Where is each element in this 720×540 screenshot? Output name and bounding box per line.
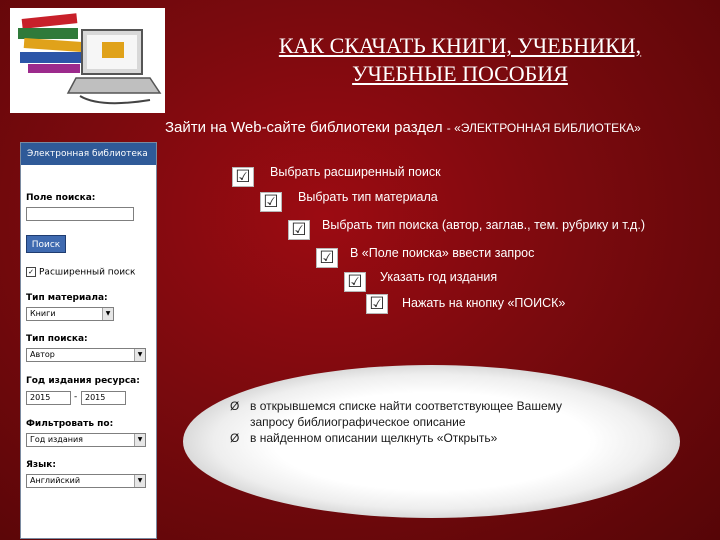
year-label: Год издания ресурса: bbox=[26, 376, 140, 386]
checkbox-checked-icon: ☑ bbox=[344, 272, 366, 292]
language-select[interactable] bbox=[26, 474, 146, 488]
arrow-bullet-icon: Ø bbox=[230, 431, 240, 445]
dropdown-arrow-icon[interactable]: ▼ bbox=[134, 475, 145, 487]
material-type-value: Книги bbox=[30, 309, 56, 318]
note-2 bbox=[230, 430, 497, 446]
note-1-line-1 bbox=[230, 398, 562, 414]
material-type-label: Тип материала: bbox=[26, 293, 108, 303]
search-type-select[interactable] bbox=[26, 348, 146, 362]
note-1-line-2: запросу библиографическое описание bbox=[250, 415, 466, 429]
step-6-text: Нажать на кнопку «ПОИСК» bbox=[402, 296, 566, 310]
dropdown-arrow-icon[interactable]: ▼ bbox=[134, 349, 145, 361]
note-1-text: в открывшемся списке найти соответствующее Вашему bbox=[250, 399, 563, 413]
checkbox-checked-icon: ☑ bbox=[260, 192, 282, 212]
page-title bbox=[220, 32, 700, 88]
checkbox-checked-icon: ☑ bbox=[232, 167, 254, 187]
year-from-input[interactable]: 2015 bbox=[26, 391, 71, 405]
advanced-search-label: Расширенный поиск bbox=[39, 267, 136, 278]
library-search-panel bbox=[20, 142, 157, 539]
step-4-text: В «Поле поиска» ввести запрос bbox=[350, 246, 535, 260]
language-value: Английский bbox=[30, 476, 81, 485]
note-2-text: в найденном описании щелкнуть «Открыть» bbox=[250, 431, 498, 445]
search-button[interactable]: Поиск bbox=[26, 235, 66, 253]
checkbox-checked-icon: ☑ bbox=[288, 220, 310, 240]
filter-select[interactable] bbox=[26, 433, 146, 447]
step-5-text: Указать год издания bbox=[380, 270, 498, 284]
checkbox-checked-icon: ☑ bbox=[366, 294, 388, 314]
search-input[interactable] bbox=[26, 207, 134, 221]
panel-header: Электронная библиотека bbox=[21, 143, 156, 165]
material-type-select[interactable] bbox=[26, 307, 114, 321]
step-3-text: Выбрать тип поиска (автор, заглав., тем. рубрику и т.д.) bbox=[322, 218, 645, 232]
search-type-label: Тип поиска: bbox=[26, 334, 88, 344]
dropdown-arrow-icon[interactable]: ▼ bbox=[134, 434, 145, 446]
step-1-text: Выбрать расширенный поиск bbox=[270, 165, 441, 179]
step-2-text: Выбрать тип материала bbox=[298, 190, 438, 204]
year-to-input[interactable]: 2015 bbox=[81, 391, 126, 405]
subtitle-main: Зайти на Web-сайте библиотеки раздел bbox=[165, 119, 443, 136]
books-laptop-logo bbox=[10, 8, 165, 113]
advanced-search-checkbox[interactable] bbox=[26, 267, 135, 278]
search-type-value: Автор bbox=[30, 350, 55, 359]
language-label: Язык: bbox=[26, 460, 57, 470]
subtitle-section: - «ЭЛЕКТРОННАЯ БИБЛИОТЕКА» bbox=[446, 121, 641, 135]
checkbox-icon[interactable]: ✓ bbox=[26, 267, 36, 277]
search-field-label: Поле поиска: bbox=[26, 193, 96, 203]
filter-label: Фильтровать по: bbox=[26, 419, 114, 429]
title-line-1: КАК СКАЧАТЬ КНИГИ, УЧЕБНИКИ, bbox=[278, 33, 642, 58]
books-icon bbox=[18, 13, 82, 73]
dropdown-arrow-icon[interactable]: ▼ bbox=[102, 308, 113, 320]
year-separator: - bbox=[74, 392, 78, 402]
subtitle bbox=[165, 119, 720, 136]
checkbox-checked-icon: ☑ bbox=[316, 248, 338, 268]
title-line-2: УЧЕБНЫЕ ПОСОБИЯ bbox=[352, 61, 568, 86]
laptop-icon bbox=[68, 30, 160, 103]
filter-value: Год издания bbox=[30, 435, 83, 444]
arrow-bullet-icon: Ø bbox=[230, 399, 240, 413]
